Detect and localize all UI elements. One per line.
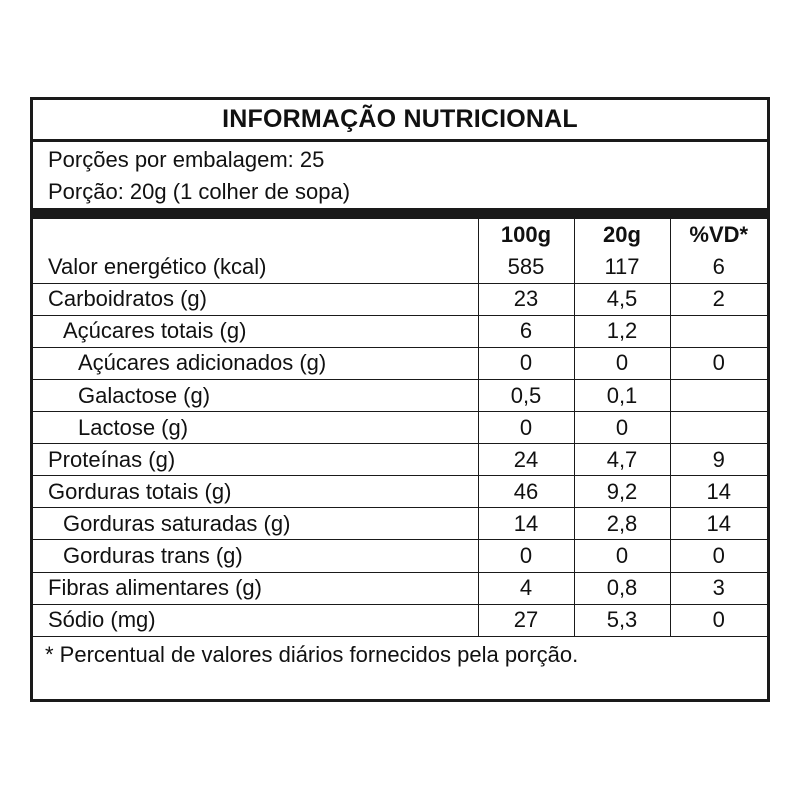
table-row <box>33 444 767 476</box>
value-per-100g: 23 <box>478 283 574 315</box>
value-per-100g: 0 <box>478 412 574 444</box>
nutrient-name: Açúcares adicionados (g) <box>33 347 478 379</box>
value-daily-percent <box>670 315 767 347</box>
table-row <box>33 379 767 411</box>
nutrient-name: Galactose (g) <box>33 379 478 411</box>
table-row <box>33 412 767 444</box>
value-per-20g: 5,3 <box>574 604 670 636</box>
table-row <box>33 540 767 572</box>
nutrient-name: Sódio (mg) <box>33 604 478 636</box>
value-per-20g: 2,8 <box>574 508 670 540</box>
value-per-20g: 0,1 <box>574 379 670 411</box>
header-row <box>33 219 767 251</box>
nutrient-name: Gorduras totais (g) <box>33 476 478 508</box>
value-daily-percent: 3 <box>670 572 767 604</box>
nutrient-name: Carboidratos (g) <box>33 283 478 315</box>
nutrient-name: Valor energético (kcal) <box>48 253 267 279</box>
table-row <box>33 283 767 315</box>
value-per-20g: 4,7 <box>574 444 670 476</box>
nutrient-name: Lactose (g) <box>33 412 478 444</box>
value-per-100g: 0,5 <box>478 379 574 411</box>
header-daily-value: %VD* <box>670 219 767 251</box>
value-daily-percent: 0 <box>670 347 767 379</box>
table-row <box>33 572 767 604</box>
value-per-20g: 0,8 <box>574 572 670 604</box>
value-daily-percent: 2 <box>670 283 767 315</box>
value-per-20g: 9,2 <box>574 476 670 508</box>
portions-per-package: Porções por embalagem: 25 <box>48 147 325 172</box>
value-per-20g: 1,2 <box>574 315 670 347</box>
value-per-20g: 0 <box>574 347 670 379</box>
value-per-20g: 0 <box>574 412 670 444</box>
value-per-20g: 0 <box>574 540 670 572</box>
table-row <box>33 315 767 347</box>
value-daily-percent: 14 <box>670 508 767 540</box>
nutrition-table <box>33 219 767 636</box>
portion-size: Porção: 20g (1 colher de sopa) <box>48 179 351 204</box>
value-per-100g: 0 <box>478 347 574 379</box>
header-per-100g: 100g <box>478 219 574 251</box>
table-row <box>33 604 767 636</box>
value-daily-percent: 0 <box>670 604 767 636</box>
value-daily-percent <box>670 379 767 411</box>
label-title: INFORMAÇÃO NUTRICIONAL <box>33 100 767 142</box>
table-row <box>33 508 767 540</box>
thick-divider <box>33 208 767 219</box>
value-per-100g: 585 <box>478 251 574 283</box>
table-row <box>33 347 767 379</box>
value-per-20g: 4,5 <box>574 283 670 315</box>
nutrient-name: Fibras alimentares (g) <box>33 572 478 604</box>
header-nutrient <box>33 219 478 251</box>
value-per-100g: 24 <box>478 444 574 476</box>
value-daily-percent: 0 <box>670 540 767 572</box>
portion-info <box>33 142 767 208</box>
table-row <box>33 251 767 283</box>
value-per-100g: 27 <box>478 604 574 636</box>
table-row <box>33 476 767 508</box>
value-per-100g: 6 <box>478 315 574 347</box>
footnote: * Percentual de valores diários fornecidos pela porção. <box>33 636 767 672</box>
value-per-20g: 117 <box>574 251 670 283</box>
value-per-100g: 14 <box>478 508 574 540</box>
nutrient-name: Gorduras trans (g) <box>33 540 478 572</box>
value-daily-percent <box>670 412 767 444</box>
nutrient-name: Gorduras saturadas (g) <box>33 508 478 540</box>
value-per-100g: 4 <box>478 572 574 604</box>
value-per-100g: 0 <box>478 540 574 572</box>
value-daily-percent: 6 <box>670 251 767 283</box>
header-per-20g: 20g <box>574 219 670 251</box>
nutrient-name: Açúcares totais (g) <box>33 315 478 347</box>
value-daily-percent: 14 <box>670 476 767 508</box>
nutrient-name: Proteínas (g) <box>33 444 478 476</box>
nutrition-facts-label <box>30 97 770 702</box>
value-daily-percent: 9 <box>670 444 767 476</box>
value-per-100g: 46 <box>478 476 574 508</box>
